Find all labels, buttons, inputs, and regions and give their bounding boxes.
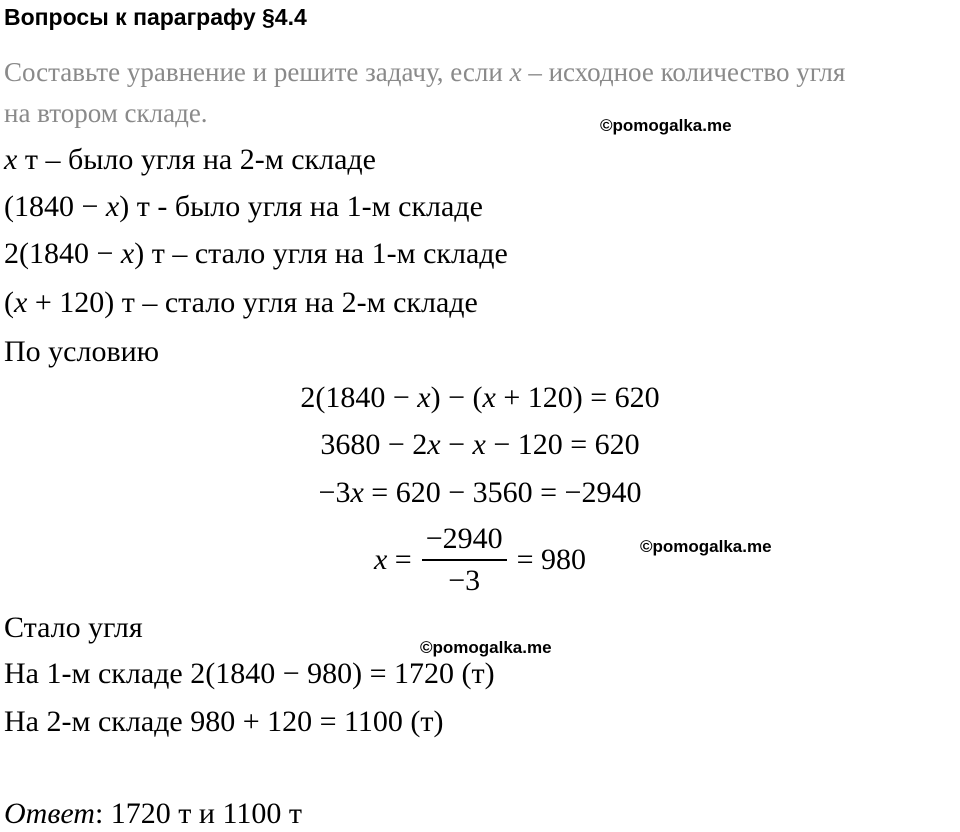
fraction-result: = 980 <box>516 543 587 576</box>
page-title: Вопросы к параграфу §4.4 <box>4 4 307 30</box>
statement-3: 2(1840 − x) т – стало угля на 1-м складе <box>4 237 508 270</box>
answer <box>4 796 302 832</box>
fraction <box>422 522 507 598</box>
task-prompt-line-1: Составьте уравнение и решите задачу, если x – исходное количество угля <box>4 57 846 87</box>
equation-4: x = $\frac{-2940}{-3}$ = 980 <box>373 522 587 597</box>
answer-text: : 1720 т и 1100 т <box>94 797 302 830</box>
task-prompt-line-2: на втором складе. <box>4 98 208 128</box>
result-line-2: На 2-м складе 980 + 120 = 1100 (т) <box>4 705 444 738</box>
watermark: ©pomogalka.me <box>640 537 772 556</box>
statement-4: (x + 120) т – стало угля на 2-м складе <box>4 286 478 319</box>
equation-3: −3x = 620 − 3560 = −2940 <box>318 476 642 509</box>
answer-label: Ответ <box>4 797 95 830</box>
fraction-denominator: −3 <box>448 564 481 597</box>
watermark: ©pomogalka.me <box>420 638 552 657</box>
equation-1: 2(1840 − x) − (x + 120) = 620 <box>300 381 660 414</box>
fraction-numerator: −2940 <box>425 522 503 555</box>
condition-label: По условию <box>4 335 160 368</box>
watermark: ©pomogalka.me <box>600 116 732 135</box>
fraction-bar <box>422 559 507 561</box>
result-label: Стало угля <box>4 611 143 644</box>
statement-1: x т – было угля на 2-м складе <box>4 143 376 176</box>
statement-2: (1840 − x) т - было угля на 1-м складе <box>4 190 483 223</box>
result-line-1: На 1-м складе 2(1840 − 980) = 1720 (т) <box>4 657 495 690</box>
equation-2: 3680 − 2x − x − 120 = 620 <box>320 428 640 461</box>
variable-x: x <box>509 57 522 87</box>
